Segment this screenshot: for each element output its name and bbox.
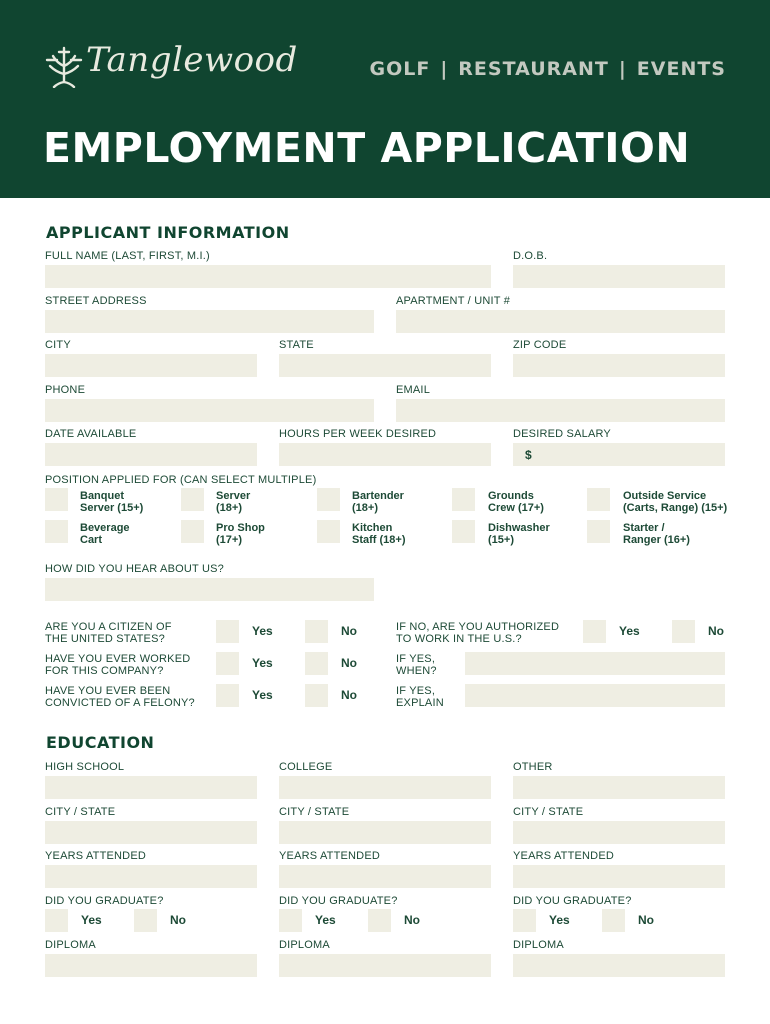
felony-no-checkbox[interactable]: [305, 684, 328, 707]
positions-label: POSITION APPLIED FOR (CAN SELECT MULTIPLE): [45, 474, 317, 486]
city-state-label: CITY / STATE: [45, 806, 116, 818]
position-checkbox[interactable]: [587, 488, 610, 511]
position-checkbox[interactable]: [181, 488, 204, 511]
other-school-field[interactable]: [513, 776, 725, 799]
email-field[interactable]: [396, 399, 725, 422]
high-school-city-state-field[interactable]: [45, 821, 257, 844]
street-address-label: STREET ADDRESS: [45, 295, 147, 307]
high-school-graduate-yes-checkbox[interactable]: [45, 909, 68, 932]
apartment-field[interactable]: [396, 310, 725, 333]
date-available-field[interactable]: [45, 443, 257, 466]
worked-yes-checkbox[interactable]: [216, 652, 239, 675]
college-diploma-field[interactable]: [279, 954, 491, 977]
worked-when-field[interactable]: [465, 652, 725, 675]
yes-label: Yes: [549, 913, 570, 927]
felony-explain-field[interactable]: [465, 684, 725, 707]
email-label: EMAIL: [396, 384, 431, 396]
years-attended-label: YEARS ATTENDED: [45, 850, 147, 862]
position-label: Outside Service (Carts, Range) (15+): [623, 490, 728, 514]
position-checkbox[interactable]: [45, 520, 68, 543]
authorized-question: IF NO, ARE YOU AUTHORIZED TO WORK IN THE U.S.?: [396, 621, 560, 645]
other-years-field[interactable]: [513, 865, 725, 888]
dob-label: D.O.B.: [513, 250, 548, 262]
salary-field[interactable]: [513, 443, 725, 466]
position-label: Dishwasher (15+): [488, 522, 550, 546]
other-graduate-yes-checkbox[interactable]: [513, 909, 536, 932]
brand-name: Tanglewood: [86, 40, 298, 80]
position-label: Grounds Crew (17+): [488, 490, 544, 514]
hours-field[interactable]: [279, 443, 491, 466]
position-checkbox[interactable]: [317, 520, 340, 543]
applicant-section-heading: APPLICANT INFORMATION: [46, 223, 290, 242]
felony-question: HAVE YOU EVER BEEN CONVICTED OF A FELONY?: [45, 685, 195, 709]
yes-label: Yes: [252, 624, 273, 638]
dob-field[interactable]: [513, 265, 725, 288]
salary-label: DESIRED SALARY: [513, 428, 611, 440]
position-label: Pro Shop (17+): [216, 522, 265, 546]
high-school-graduate-no-checkbox[interactable]: [134, 909, 157, 932]
graduate-question: DID YOU GRADUATE?: [279, 895, 398, 907]
zip-label: ZIP CODE: [513, 339, 567, 351]
phone-label: PHONE: [45, 384, 86, 396]
position-checkbox[interactable]: [452, 488, 475, 511]
authorized-yes-checkbox[interactable]: [583, 620, 606, 643]
authorized-no-checkbox[interactable]: [672, 620, 695, 643]
street-address-field[interactable]: [45, 310, 374, 333]
position-label: Server (18+): [216, 490, 251, 514]
position-label: Beverage Cart: [80, 522, 130, 546]
other-graduate-no-checkbox[interactable]: [602, 909, 625, 932]
city-field[interactable]: [45, 354, 257, 377]
date-available-label: DATE AVAILABLE: [45, 428, 137, 440]
yes-label: Yes: [81, 913, 102, 927]
nav-separator: |: [440, 58, 449, 80]
no-label: No: [638, 913, 654, 927]
hours-label: HOURS PER WEEK DESIRED: [279, 428, 437, 440]
state-label: STATE: [279, 339, 314, 351]
no-label: No: [708, 624, 724, 638]
felony-yes-checkbox[interactable]: [216, 684, 239, 707]
diploma-label: DIPLOMA: [513, 939, 564, 951]
hear-about-label: HOW DID YOU HEAR ABOUT US?: [45, 563, 224, 575]
position-checkbox[interactable]: [317, 488, 340, 511]
position-checkbox[interactable]: [452, 520, 475, 543]
college-city-state-field[interactable]: [279, 821, 491, 844]
nav-events[interactable]: EVENTS: [636, 58, 726, 80]
zip-field[interactable]: [513, 354, 725, 377]
diploma-label: DIPLOMA: [45, 939, 96, 951]
other-diploma-field[interactable]: [513, 954, 725, 977]
no-label: No: [404, 913, 420, 927]
years-attended-label: YEARS ATTENDED: [513, 850, 615, 862]
high-school-field[interactable]: [45, 776, 257, 799]
college-field[interactable]: [279, 776, 491, 799]
felony-explain-label: IF YES, EXPLAIN: [396, 685, 444, 709]
yes-label: Yes: [619, 624, 640, 638]
no-label: No: [341, 656, 357, 670]
other-city-state-field[interactable]: [513, 821, 725, 844]
tree-logo-icon: [44, 44, 84, 88]
position-label: Starter / Ranger (16+): [623, 522, 690, 546]
nav-golf[interactable]: GOLF: [369, 58, 431, 80]
nav-restaurant[interactable]: RESTAURANT: [458, 58, 609, 80]
full-name-label: FULL NAME (LAST, FIRST, M.I.): [45, 250, 210, 262]
phone-field[interactable]: [45, 399, 374, 422]
salary-currency: $: [525, 448, 532, 462]
citizen-yes-checkbox[interactable]: [216, 620, 239, 643]
nav-separator: |: [618, 58, 627, 80]
worked-question: HAVE YOU EVER WORKED FOR THIS COMPANY?: [45, 653, 191, 677]
graduate-question: DID YOU GRADUATE?: [513, 895, 632, 907]
state-field[interactable]: [279, 354, 491, 377]
years-attended-label: YEARS ATTENDED: [279, 850, 381, 862]
citizen-no-checkbox[interactable]: [305, 620, 328, 643]
citizen-question: ARE YOU A CITIZEN OF THE UNITED STATES?: [45, 621, 172, 645]
header-nav: [370, 58, 727, 80]
graduate-question: DID YOU GRADUATE?: [45, 895, 164, 907]
yes-label: Yes: [315, 913, 336, 927]
education-section-heading: EDUCATION: [46, 733, 155, 752]
high-school-years-field[interactable]: [45, 865, 257, 888]
worked-when-label: IF YES, WHEN?: [396, 653, 437, 677]
full-name-field[interactable]: [45, 265, 491, 288]
no-label: No: [341, 688, 357, 702]
college-years-field[interactable]: [279, 865, 491, 888]
apartment-label: APARTMENT / UNIT #: [396, 295, 511, 307]
position-label: Bartender (18+): [352, 490, 404, 514]
position-checkbox[interactable]: [181, 520, 204, 543]
city-state-label: CITY / STATE: [513, 806, 584, 818]
yes-label: Yes: [252, 656, 273, 670]
position-label: Kitchen Staff (18+): [352, 522, 406, 546]
no-label: No: [341, 624, 357, 638]
position-label: Banquet Server (15+): [80, 490, 144, 514]
high-school-diploma-field[interactable]: [45, 954, 257, 977]
other-school-label: OTHER: [513, 761, 553, 773]
hear-about-field[interactable]: [45, 578, 374, 601]
city-state-label: CITY / STATE: [279, 806, 350, 818]
page-header: [0, 0, 770, 198]
position-checkbox[interactable]: [45, 488, 68, 511]
no-label: No: [170, 913, 186, 927]
worked-no-checkbox[interactable]: [305, 652, 328, 675]
page-title: EMPLOYMENT APPLICATION: [43, 124, 691, 172]
college-label: COLLEGE: [279, 761, 333, 773]
city-label: CITY: [45, 339, 71, 351]
high-school-label: HIGH SCHOOL: [45, 761, 125, 773]
college-graduate-yes-checkbox[interactable]: [279, 909, 302, 932]
college-graduate-no-checkbox[interactable]: [368, 909, 391, 932]
yes-label: Yes: [252, 688, 273, 702]
position-checkbox[interactable]: [587, 520, 610, 543]
diploma-label: DIPLOMA: [279, 939, 330, 951]
